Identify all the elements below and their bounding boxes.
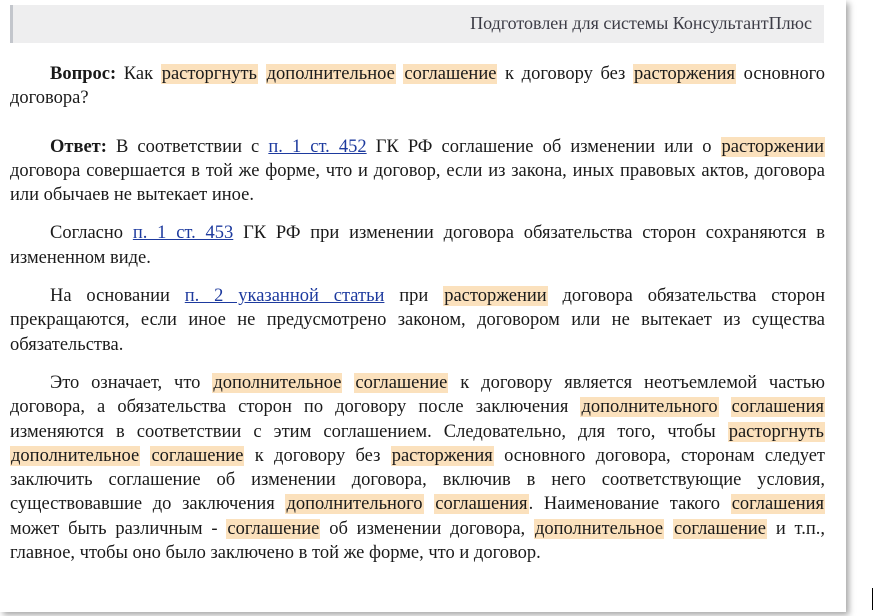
- text-run: [719, 397, 731, 417]
- text-run: [424, 494, 435, 514]
- document-header: [10, 5, 824, 43]
- text-run: об изменении договора,: [320, 518, 534, 539]
- document-body: [10, 62, 825, 565]
- spacer: [10, 270, 825, 284]
- search-highlight: расторгнуть: [161, 64, 257, 84]
- search-highlight: соглашение: [227, 518, 320, 539]
- text-run: к договору без: [497, 64, 633, 84]
- spacer: [10, 111, 825, 135]
- question-paragraph: [10, 62, 825, 111]
- text-run: к договору является неотъемлемой частью договора, а обязательства сторон по договору после заключения: [10, 372, 825, 418]
- text-run: и т.п., главное, чтобы оно было заключено в той же форме, что и договор.: [10, 518, 826, 564]
- search-highlight: соглашение: [151, 445, 244, 466]
- law-link[interactable]: п. 1 ст. 453: [132, 223, 234, 244]
- search-highlight: дополнительное: [266, 64, 395, 84]
- search-highlight: расторжении: [721, 136, 824, 157]
- search-highlight: соглашения: [731, 397, 824, 418]
- text-run: основного договора?: [10, 64, 826, 109]
- text-run: к договору без: [244, 445, 391, 466]
- header-text: Подготовлен для системы КонсультантПлюс: [470, 13, 812, 33]
- search-highlight: соглашение: [404, 64, 497, 84]
- law-link[interactable]: п. 2 указанной статьи: [184, 286, 385, 307]
- search-highlight: дополнительного: [286, 494, 423, 515]
- text-run: договора обязательства сторон прекращаются, если иное не предусмотрено законом, договором или не вытекает из существа обязательства.: [10, 286, 825, 355]
- search-highlight: соглашение: [673, 518, 766, 539]
- law-link[interactable]: п. 1 ст. 452: [268, 136, 367, 157]
- text-run: [258, 64, 266, 84]
- body-paragraph: [10, 221, 825, 270]
- text-run: Как: [116, 64, 161, 84]
- text-run: основного договора, сторонам следует заключить соглашение об изменении договора, включив в него соответствующие условия, существовавшие до заключения: [10, 445, 825, 515]
- search-highlight: дополнительного: [581, 397, 718, 418]
- text-run: Согласно: [50, 223, 133, 244]
- search-highlight: дополнительное: [213, 372, 342, 393]
- search-highlight: расторжении: [444, 286, 547, 307]
- question-label: Вопрос:: [50, 64, 117, 84]
- text-run: может быть различным -: [10, 518, 227, 539]
- search-highlight: расторжения: [391, 445, 493, 466]
- search-highlight: расторгнуть: [728, 421, 824, 442]
- text-run: при: [384, 286, 444, 307]
- text-run: На основании: [50, 286, 185, 307]
- text-cursor: [872, 588, 873, 610]
- body-paragraph: [10, 284, 825, 357]
- search-highlight: дополнительное: [534, 518, 664, 539]
- search-highlight: дополнительное: [11, 445, 140, 466]
- text-run: изменяются в соответствии с этим соглашением. Следовательно, для того, чтобы: [10, 421, 728, 442]
- text-run: Это означает, что: [50, 372, 213, 393]
- text-run: ГК РФ при изменении договора обязательства сторон сохраняются в измененном виде.: [10, 223, 826, 268]
- text-run: [664, 519, 673, 539]
- search-highlight: соглашения: [435, 494, 528, 515]
- spacer: [10, 357, 825, 371]
- text-run: [342, 373, 354, 393]
- answer-label: Ответ:: [50, 136, 107, 157]
- text-run: договора совершается в той же форме, что и договор, если из закона, иных правовых актов, договора или обычаев не вытекает иное.: [10, 160, 825, 206]
- spacer: [10, 207, 825, 221]
- text-run: ГК РФ соглашение об изменении или о: [366, 136, 721, 157]
- search-highlight: расторжения: [633, 64, 736, 84]
- text-run: . Наименование такого: [528, 494, 731, 515]
- body-paragraph: [10, 371, 825, 565]
- search-highlight: соглашения: [731, 494, 825, 515]
- search-highlight: соглашение: [355, 372, 448, 393]
- text-run: [140, 446, 150, 466]
- answer-paragraph: [10, 135, 825, 208]
- text-run: В соответствии с: [106, 136, 269, 157]
